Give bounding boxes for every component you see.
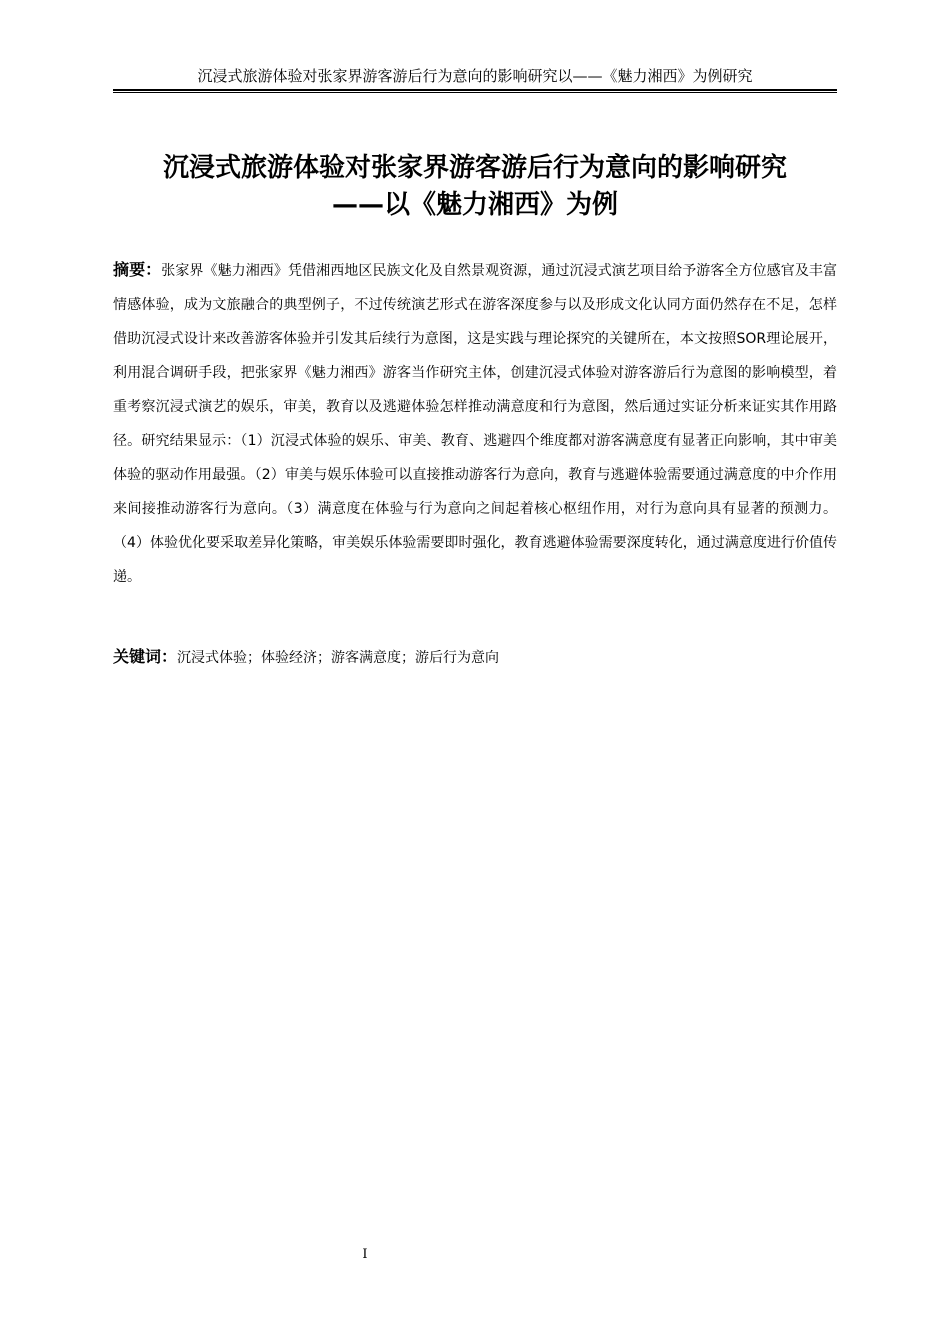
abstract-label: 摘要： [113,260,162,279]
abstract-text: 张家界《魅力湘西》凭借湘西地区民族文化及自然景观资源，通过沉浸式演艺项目给予游客全方位感官及丰富情感体验，成为文旅融合的典型例子，不过传统演艺形式在游客深度参与以及形成文化认同方面仍然存在不足，怎样借助沉浸式设计来改善游客体验并引发其后续行为意图，这是实践与理论探究的关键所在，本文按照SOR理论展开，利用混合调研手段，把张家界《魅力湘西》游客当作研究主体，创建沉浸式体验对游客游后行为意图的影响模型，着重考察沉浸式演艺的娱乐，审美，教育以及逃避体验怎样推动满意度和行为意图，然后通过实证分析来证实其作用路径。研究结果显示：（1）沉浸式体验的娱乐、审美、教育、逃避四个维度都对游客满意度有显著正向影响，其中审美体验的驱动作用最强。（2）审美与娱乐体验可以直接推动游客行为意向，教育与逃避体验需要通过满意度的中介作用来间接推动游客行为意向。（3）满意度在体验与行为意向之间起着核心枢纽作用，对行为意向具有显著的预测力。（4）体验优化要采取差异化策略，审美娱乐体验需要即时强化，教育逃避体验需要深度转化，通过满意度进行价值传递。 [113,263,837,585]
keywords-section [113,640,837,675]
title-line-2: ——以《魅力湘西》为例 [331,190,618,220]
keywords-text: 沉浸式体验；体验经济；游客满意度；游后行为意向 [177,650,500,666]
keywords-label: 关键词： [113,647,178,666]
title-line-1: 沉浸式旅游体验对张家界游客游后行为意向的影响研究 [162,153,787,183]
header-divider [113,89,837,93]
running-header: 沉浸式旅游体验对张家界游客游后行为意向的影响研究以——《魅力湘西》为例研究 [197,67,753,85]
page-number: I [362,1247,368,1262]
document-title [80,150,870,224]
abstract-section [113,253,837,594]
